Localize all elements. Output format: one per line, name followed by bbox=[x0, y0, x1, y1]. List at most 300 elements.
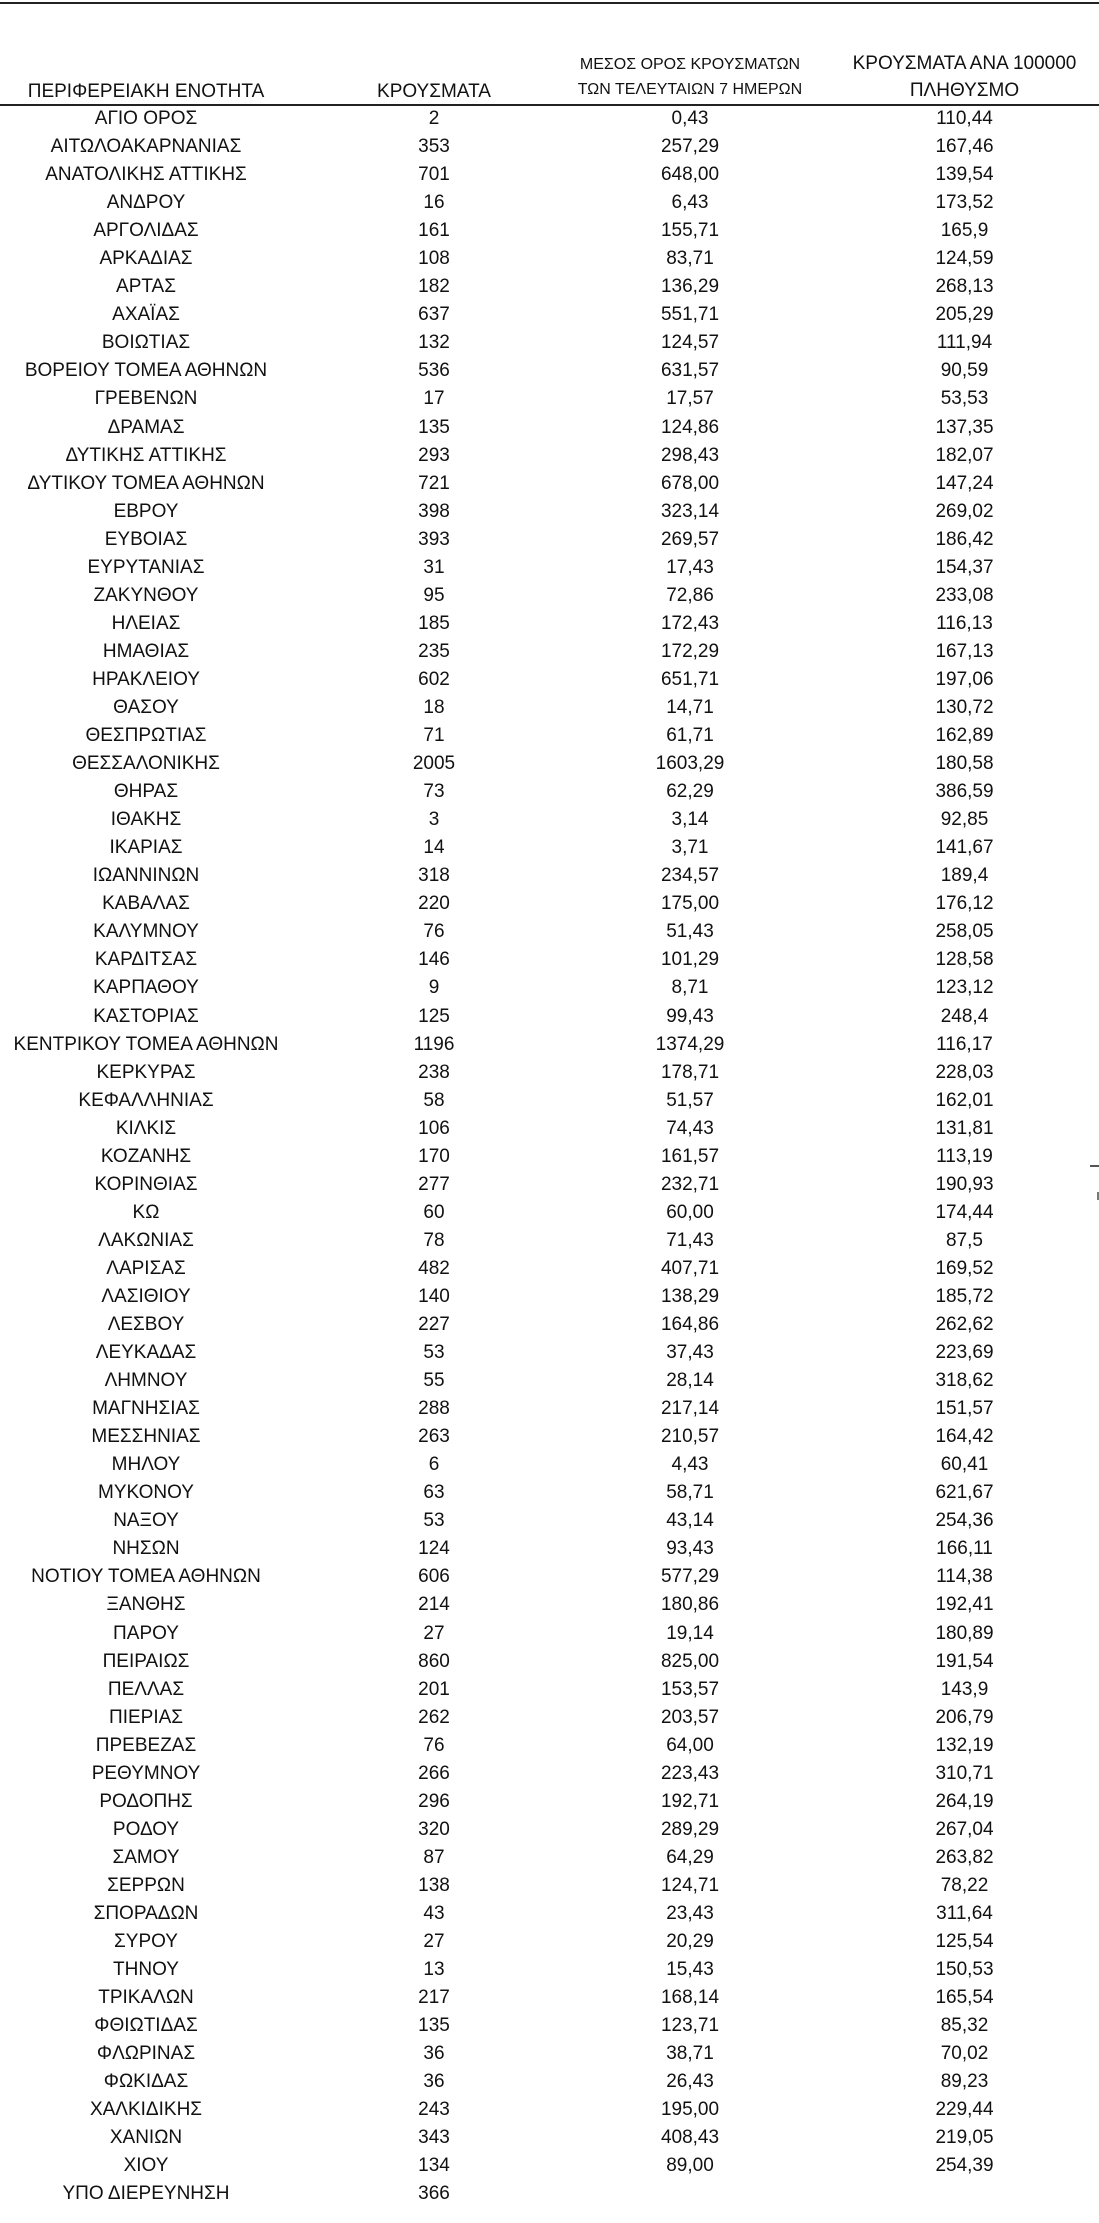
table-row bbox=[0, 217, 1099, 245]
avg-cell: 43,14 bbox=[666, 1510, 714, 1532]
region-cell: ΧΑΝΙΩΝ bbox=[109, 2127, 183, 2149]
region-cell: ΘΗΡΑΣ bbox=[113, 781, 179, 803]
per100k-cell: 128,58 bbox=[935, 949, 994, 971]
region-cell: ΕΥΡΥΤΑΝΙΑΣ bbox=[87, 556, 205, 578]
table-row bbox=[0, 273, 1099, 301]
per100k-cell: 310,71 bbox=[935, 1762, 994, 1784]
header-7day-average bbox=[555, 52, 825, 102]
cases-cell: 366 bbox=[418, 2183, 450, 2205]
table-row bbox=[0, 694, 1099, 722]
region-cell: ΚΙΛΚΙΣ bbox=[115, 1117, 177, 1139]
table-row bbox=[0, 1648, 1099, 1676]
region-cell: ΝΑΞΟΥ bbox=[113, 1510, 179, 1532]
per100k-cell: 110,44 bbox=[936, 108, 993, 129]
per100k-cell: 162,89 bbox=[935, 725, 994, 747]
table-row bbox=[0, 1704, 1099, 1732]
region-cell: ΥΠΟ ΔΙΕΡΕΥΝΗΣΗ bbox=[62, 2183, 230, 2205]
avg-cell: 17,57 bbox=[666, 388, 714, 410]
region-cell: ΝΟΤΙΟΥ ΤΟΜΕΑ ΑΘΗΝΩΝ bbox=[31, 1566, 261, 1588]
table-row bbox=[0, 666, 1099, 694]
avg-cell: 60,00 bbox=[666, 1201, 714, 1223]
cases-cell: 17 bbox=[423, 388, 445, 410]
table-row bbox=[0, 1031, 1099, 1059]
table-row bbox=[0, 778, 1099, 806]
cases-cell: 76 bbox=[423, 921, 445, 943]
region-cell: ΑΧΑΪΑΣ bbox=[112, 304, 180, 326]
avg-cell: 269,57 bbox=[660, 528, 720, 550]
cases-cell: 235 bbox=[418, 640, 450, 662]
region-cell: ΛΑΣΙΘΙΟΥ bbox=[101, 1285, 191, 1307]
avg-cell: 26,43 bbox=[666, 2071, 714, 2093]
header-region: ΠΕΡΙΦΕΡΕΙΑΚΗ ΕΝΟΤΗΤΑ bbox=[27, 81, 265, 102]
region-cell: ΦΩΚΙΔΑΣ bbox=[103, 2071, 189, 2093]
cases-cell: 124 bbox=[418, 1538, 450, 1560]
per100k-cell: 192,41 bbox=[935, 1594, 994, 1616]
per100k-cell: 137,35 bbox=[935, 416, 994, 438]
per100k-cell: 143,9 bbox=[940, 1678, 989, 1700]
table-row bbox=[0, 1171, 1099, 1199]
per100k-cell: 185,72 bbox=[935, 1285, 994, 1307]
per100k-cell: 233,08 bbox=[935, 584, 994, 606]
cases-cell: 6 bbox=[428, 1454, 440, 1476]
cases-cell: 36 bbox=[423, 2043, 445, 2065]
region-cell: ΚΑΡΠΑΘΟΥ bbox=[93, 977, 199, 999]
avg-cell: 51,43 bbox=[666, 921, 714, 943]
per100k-cell: 90,59 bbox=[940, 360, 989, 382]
per100k-cell: 318,62 bbox=[935, 1370, 994, 1392]
region-cell: ΛΑΚΩΝΙΑΣ bbox=[98, 1229, 194, 1251]
table-row bbox=[0, 442, 1099, 470]
per100k-cell: 267,04 bbox=[935, 1818, 994, 1840]
avg-cell: 17,43 bbox=[666, 556, 714, 578]
cases-cell: 9 bbox=[428, 977, 440, 999]
cases-cell: 71 bbox=[423, 725, 445, 747]
cases-cell: 16 bbox=[423, 192, 445, 214]
cases-cell: 138 bbox=[418, 1874, 450, 1896]
table-row bbox=[0, 1311, 1099, 1339]
table-row bbox=[0, 1479, 1099, 1507]
region-cell: ΝΗΣΩΝ bbox=[112, 1538, 180, 1560]
header-per-line2: ΠΛΗΘΥΣΜΟ bbox=[909, 80, 1020, 101]
table-row bbox=[0, 1059, 1099, 1087]
table-row bbox=[0, 1199, 1099, 1227]
avg-cell: 124,57 bbox=[660, 332, 720, 354]
avg-cell: 64,00 bbox=[666, 1734, 714, 1756]
table-row bbox=[0, 1928, 1099, 1956]
region-cell: ΚΑΡΔΙΤΣΑΣ bbox=[94, 949, 198, 971]
avg-cell: 61,71 bbox=[666, 725, 714, 747]
cases-cell: 320 bbox=[418, 1818, 450, 1840]
region-cell: ΡΟΔΟΥ bbox=[112, 1818, 180, 1840]
cases-cell: 353 bbox=[418, 136, 450, 158]
cases-cell: 31 bbox=[423, 556, 445, 578]
avg-cell: 631,57 bbox=[660, 360, 720, 382]
header-cases-per-100k bbox=[830, 50, 1099, 104]
avg-cell: 180,86 bbox=[660, 1594, 720, 1616]
region-cell: ΖΑΚΥΝΘΟΥ bbox=[93, 584, 199, 606]
table-row bbox=[0, 1283, 1099, 1311]
table-row bbox=[0, 1900, 1099, 1928]
header-cases: ΚΡΟΥΣΜΑΤΑ bbox=[377, 81, 491, 102]
table-row bbox=[0, 2040, 1099, 2068]
per100k-cell: 116,13 bbox=[936, 612, 993, 634]
table-row bbox=[0, 582, 1099, 610]
avg-cell: 172,43 bbox=[660, 612, 720, 634]
per100k-cell: 248,4 bbox=[940, 1005, 989, 1027]
cases-cell: 2 bbox=[428, 108, 440, 129]
cases-cell: 398 bbox=[418, 500, 450, 522]
region-cell: ΙΘΑΚΗΣ bbox=[110, 809, 182, 831]
per100k-cell: 206,79 bbox=[935, 1706, 994, 1728]
region-cell: ΑΡΓΟΛΙΔΑΣ bbox=[93, 220, 199, 242]
per100k-cell: 116,17 bbox=[936, 1033, 993, 1055]
per100k-cell: 141,67 bbox=[935, 837, 994, 859]
per100k-cell: 219,05 bbox=[935, 2127, 994, 2149]
avg-cell: 89,00 bbox=[666, 2155, 714, 2177]
table-row bbox=[0, 189, 1099, 217]
table-row bbox=[0, 1395, 1099, 1423]
avg-cell: 19,14 bbox=[666, 1622, 714, 1644]
avg-cell: 20,29 bbox=[666, 1931, 714, 1953]
table-row bbox=[0, 1367, 1099, 1395]
avg-cell: 0,43 bbox=[671, 108, 709, 129]
cases-cell: 58 bbox=[423, 1089, 445, 1111]
cases-cell: 55 bbox=[423, 1370, 445, 1392]
table-body bbox=[0, 105, 1099, 2209]
table-row bbox=[0, 1956, 1099, 1984]
region-cell: ΚΩ bbox=[132, 1201, 160, 1223]
cases-cell: 53 bbox=[423, 1510, 445, 1532]
region-cell: ΚΕΦΑΛΛΗΝΙΑΣ bbox=[78, 1089, 214, 1111]
cases-cell: 201 bbox=[418, 1678, 450, 1700]
table-row bbox=[0, 2180, 1099, 2208]
cases-cell: 60 bbox=[423, 1201, 445, 1223]
header-per-line1: ΚΡΟΥΣΜΑΤΑ ΑΝΑ 100000 bbox=[852, 53, 1077, 74]
avg-cell: 15,43 bbox=[666, 1959, 714, 1981]
table-row bbox=[0, 133, 1099, 161]
avg-cell: 153,57 bbox=[660, 1678, 720, 1700]
cases-cell: 860 bbox=[418, 1650, 450, 1672]
table-row bbox=[0, 1620, 1099, 1648]
table-row bbox=[0, 1423, 1099, 1451]
region-cell: ΜΗΛΟΥ bbox=[111, 1454, 181, 1476]
per100k-cell: 53,53 bbox=[940, 388, 989, 410]
per100k-cell: 262,62 bbox=[935, 1314, 994, 1336]
cases-cell: 13 bbox=[423, 1959, 445, 1981]
table-row bbox=[0, 1143, 1099, 1171]
region-cell: ΑΙΤΩΛΟΑΚΑΡΝΑΝΙΑΣ bbox=[50, 136, 242, 158]
cases-cell: 63 bbox=[423, 1482, 445, 1504]
per100k-cell: 130,72 bbox=[935, 696, 994, 718]
cases-cell: 135 bbox=[418, 416, 450, 438]
per100k-cell: 169,52 bbox=[935, 1257, 994, 1279]
per100k-cell: 124,59 bbox=[935, 248, 994, 270]
table-row bbox=[0, 2068, 1099, 2096]
header-avg-line2: ΤΩΝ ΤΕΛΕΥΤΑΙΩΝ 7 ΗΜΕΡΩΝ bbox=[577, 81, 803, 98]
region-cell: ΞΑΝΘΗΣ bbox=[106, 1594, 186, 1616]
table-row bbox=[0, 750, 1099, 778]
region-cell: ΛΕΥΚΑΔΑΣ bbox=[95, 1342, 197, 1364]
cases-cell: 1196 bbox=[413, 1033, 455, 1055]
region-cell: ΦΘΙΩΤΙΔΑΣ bbox=[94, 2015, 198, 2037]
cases-cell: 146 bbox=[418, 949, 450, 971]
per100k-cell: 167,13 bbox=[935, 640, 994, 662]
table-row bbox=[0, 1227, 1099, 1255]
per100k-cell: 180,89 bbox=[935, 1622, 994, 1644]
per100k-cell: 70,02 bbox=[940, 2043, 989, 2065]
per100k-cell: 114,38 bbox=[936, 1566, 993, 1588]
region-cell: ΓΡΕΒΕΝΩΝ bbox=[94, 388, 198, 410]
region-cell: ΚΟΖΑΝΗΣ bbox=[100, 1145, 192, 1167]
cases-cell: 36 bbox=[423, 2071, 445, 2093]
region-cell: ΗΡΑΚΛΕΙΟΥ bbox=[92, 668, 200, 690]
avg-cell: 23,43 bbox=[666, 1903, 714, 1924]
avg-cell: 172,29 bbox=[660, 640, 720, 662]
per100k-cell: 228,03 bbox=[935, 1061, 994, 1083]
region-cell: ΠΑΡΟΥ bbox=[113, 1622, 179, 1644]
per100k-cell: 147,24 bbox=[935, 472, 994, 494]
table-row bbox=[0, 1676, 1099, 1704]
cases-cell: 263 bbox=[418, 1426, 450, 1448]
avg-cell: 232,71 bbox=[660, 1173, 720, 1195]
avg-cell: 651,71 bbox=[660, 668, 720, 690]
region-cell: ΠΕΛΛΑΣ bbox=[107, 1678, 185, 1700]
avg-cell: 161,57 bbox=[660, 1145, 720, 1167]
per100k-cell: 85,32 bbox=[940, 2015, 989, 2037]
region-cell: ΚΑΣΤΟΡΙΑΣ bbox=[93, 1005, 199, 1027]
region-cell: ΚΑΛΥΜΝΟΥ bbox=[93, 921, 199, 943]
region-cell: ΧΑΛΚΙΔΙΚΗΣ bbox=[89, 2099, 203, 2121]
cases-cell: 243 bbox=[418, 2099, 450, 2121]
avg-cell: 124,71 bbox=[660, 1874, 720, 1896]
per100k-cell: 131,81 bbox=[935, 1117, 994, 1139]
avg-cell: 1374,29 bbox=[655, 1033, 725, 1055]
table-row bbox=[0, 1760, 1099, 1788]
region-cell: ΣΥΡΟΥ bbox=[114, 1931, 178, 1953]
avg-cell: 178,71 bbox=[660, 1061, 720, 1083]
region-cell: ΚΑΒΑΛΑΣ bbox=[102, 893, 190, 915]
table-row bbox=[0, 105, 1099, 133]
per100k-cell: 186,42 bbox=[935, 528, 994, 550]
per100k-cell: 311,64 bbox=[936, 1903, 993, 1924]
cases-cell: 293 bbox=[418, 444, 450, 466]
table-row bbox=[0, 1451, 1099, 1479]
header-avg-line1: ΜΕΣΟΣ ΟΡΟΣ ΚΡΟΥΣΜΑΤΩΝ bbox=[579, 56, 801, 73]
region-cell: ΑΡΤΑΣ bbox=[116, 276, 176, 298]
per100k-cell: 164,42 bbox=[935, 1426, 994, 1448]
table-row bbox=[0, 862, 1099, 890]
cases-cell: 135 bbox=[418, 2015, 450, 2037]
avg-cell: 136,29 bbox=[660, 276, 720, 298]
region-cell: ΔΡΑΜΑΣ bbox=[107, 416, 185, 438]
region-cell: ΛΕΣΒΟΥ bbox=[107, 1314, 185, 1336]
avg-cell: 257,29 bbox=[660, 136, 720, 158]
per100k-cell: 269,02 bbox=[935, 500, 994, 522]
region-cell: ΣΕΡΡΩΝ bbox=[107, 1874, 185, 1896]
region-cell: ΜΥΚΟΝΟΥ bbox=[98, 1482, 194, 1504]
table-row bbox=[0, 1816, 1099, 1844]
per100k-cell: 139,54 bbox=[935, 164, 994, 186]
region-cell: ΔΥΤΙΚΟΥ ΤΟΜΕΑ ΑΘΗΝΩΝ bbox=[27, 472, 265, 494]
cases-cell: 220 bbox=[418, 893, 450, 915]
region-cell: ΦΛΩΡΙΝΑΣ bbox=[96, 2043, 196, 2065]
per100k-cell: 205,29 bbox=[935, 304, 994, 326]
per100k-cell: 132,19 bbox=[935, 1734, 994, 1756]
per100k-cell: 190,93 bbox=[935, 1173, 994, 1195]
region-cell: ΑΡΚΑΔΙΑΣ bbox=[99, 248, 193, 270]
avg-cell: 14,71 bbox=[666, 696, 714, 718]
cases-cell: 125 bbox=[418, 1005, 450, 1027]
avg-cell: 8,71 bbox=[671, 977, 709, 999]
avg-cell: 175,00 bbox=[660, 893, 720, 915]
cases-cell: 393 bbox=[418, 528, 450, 550]
per100k-cell: 165,9 bbox=[940, 220, 989, 242]
table-row bbox=[0, 470, 1099, 498]
per100k-cell: 268,13 bbox=[935, 276, 994, 298]
cases-cell: 536 bbox=[418, 360, 450, 382]
table-row bbox=[0, 1115, 1099, 1143]
cases-cell: 266 bbox=[418, 1762, 450, 1784]
per100k-cell: 165,54 bbox=[935, 1987, 994, 2009]
per100k-cell: 254,36 bbox=[935, 1510, 994, 1532]
avg-cell: 192,71 bbox=[660, 1790, 720, 1812]
region-cell: ΙΩΑΝΝΙΝΩΝ bbox=[92, 865, 200, 887]
cases-cell: 53 bbox=[423, 1342, 445, 1364]
table-row bbox=[0, 554, 1099, 582]
table-row bbox=[0, 722, 1099, 750]
region-cell: ΗΜΑΘΙΑΣ bbox=[102, 640, 190, 662]
per100k-cell: 229,44 bbox=[935, 2099, 994, 2121]
table-row bbox=[0, 974, 1099, 1002]
per100k-cell: 173,52 bbox=[935, 192, 994, 214]
region-cell: ΙΚΑΡΙΑΣ bbox=[109, 837, 183, 859]
avg-cell: 51,57 bbox=[666, 1089, 714, 1111]
table-row bbox=[0, 2152, 1099, 2180]
region-cell: ΛΑΡΙΣΑΣ bbox=[106, 1257, 186, 1279]
table-row bbox=[0, 385, 1099, 413]
region-cell: ΜΕΣΣΗΝΙΑΣ bbox=[91, 1426, 201, 1448]
cases-cell: 602 bbox=[418, 668, 450, 690]
cases-cell: 214 bbox=[418, 1594, 450, 1616]
avg-cell: 99,43 bbox=[666, 1005, 714, 1027]
per100k-cell: 162,01 bbox=[935, 1089, 994, 1111]
avg-cell: 408,43 bbox=[660, 2127, 720, 2149]
table-row bbox=[0, 2096, 1099, 2124]
cases-cell: 108 bbox=[418, 248, 450, 270]
region-cell: ΠΙΕΡΙΑΣ bbox=[108, 1706, 184, 1728]
avg-cell: 62,29 bbox=[666, 781, 714, 803]
cases-cell: 701 bbox=[418, 164, 450, 186]
table-row bbox=[0, 1507, 1099, 1535]
avg-cell: 217,14 bbox=[660, 1398, 720, 1420]
table-row bbox=[0, 1984, 1099, 2012]
avg-cell: 210,57 bbox=[660, 1426, 720, 1448]
cases-cell: 318 bbox=[418, 865, 450, 887]
table-row bbox=[0, 526, 1099, 554]
avg-cell: 83,71 bbox=[666, 248, 714, 270]
per100k-cell: 182,07 bbox=[935, 444, 994, 466]
cases-cell: 132 bbox=[418, 332, 450, 354]
avg-cell: 289,29 bbox=[660, 1818, 720, 1840]
top-border bbox=[0, 2, 1099, 4]
cases-cell: 606 bbox=[418, 1566, 450, 1588]
per100k-cell: 92,85 bbox=[940, 809, 989, 831]
per100k-cell: 60,41 bbox=[940, 1454, 989, 1476]
per100k-cell: 191,54 bbox=[935, 1650, 994, 1672]
per100k-cell: 197,06 bbox=[935, 668, 994, 690]
cases-cell: 78 bbox=[423, 1229, 445, 1251]
cases-cell: 637 bbox=[418, 304, 450, 326]
cases-cell: 76 bbox=[423, 1734, 445, 1756]
region-cell: ΤΗΝΟΥ bbox=[113, 1959, 179, 1981]
cases-cell: 27 bbox=[423, 1931, 445, 1953]
avg-cell: 37,43 bbox=[666, 1342, 714, 1364]
cases-cell: 87 bbox=[423, 1846, 445, 1868]
region-cell: ΑΝΔΡΟΥ bbox=[106, 192, 186, 214]
table-row bbox=[0, 1087, 1099, 1115]
region-cell: ΚΕΡΚΥΡΑΣ bbox=[96, 1061, 196, 1083]
per100k-cell: 258,05 bbox=[935, 921, 994, 943]
cases-cell: 182 bbox=[418, 276, 450, 298]
region-cell: ΣΑΜΟΥ bbox=[112, 1846, 180, 1868]
per100k-cell: 166,11 bbox=[936, 1538, 993, 1560]
table-row bbox=[0, 1732, 1099, 1760]
region-cell: ΡΕΘΥΜΝΟΥ bbox=[91, 1762, 201, 1784]
avg-cell: 72,86 bbox=[666, 584, 714, 606]
per100k-cell: 150,53 bbox=[935, 1959, 994, 1981]
region-cell: ΠΕΙΡΑΙΩΣ bbox=[102, 1650, 190, 1672]
per100k-cell: 621,67 bbox=[935, 1482, 994, 1504]
per100k-cell: 123,12 bbox=[935, 977, 994, 999]
table-row bbox=[0, 638, 1099, 666]
per100k-cell: 151,57 bbox=[935, 1398, 994, 1420]
avg-cell: 3,14 bbox=[671, 809, 709, 831]
region-cell: ΕΒΡΟΥ bbox=[113, 500, 179, 522]
region-cell: ΤΡΙΚΑΛΩΝ bbox=[98, 1987, 194, 2009]
per100k-cell: 154,37 bbox=[935, 556, 994, 578]
region-cell: ΡΟΔΟΠΗΣ bbox=[99, 1790, 193, 1812]
table-row bbox=[0, 806, 1099, 834]
region-cell: ΗΛΕΙΑΣ bbox=[111, 612, 181, 634]
region-cell: ΑΝΑΤΟΛΙΚΗΣ ΑΤΤΙΚΗΣ bbox=[45, 164, 247, 186]
region-cell: ΧΙΟΥ bbox=[123, 2155, 169, 2177]
avg-cell: 4,43 bbox=[671, 1454, 709, 1476]
cases-cell: 217 bbox=[418, 1987, 450, 2009]
per100k-cell: 111,94 bbox=[936, 332, 993, 354]
per100k-cell: 113,19 bbox=[936, 1145, 993, 1167]
region-cell: ΘΕΣΣΑΛΟΝΙΚΗΣ bbox=[72, 753, 220, 775]
avg-cell: 93,43 bbox=[666, 1538, 714, 1560]
avg-cell: 1603,29 bbox=[655, 753, 725, 775]
table-row bbox=[0, 834, 1099, 862]
per100k-cell: 264,19 bbox=[935, 1790, 994, 1812]
avg-cell: 155,71 bbox=[660, 220, 720, 242]
table-row bbox=[0, 1844, 1099, 1872]
avg-cell: 648,00 bbox=[660, 164, 720, 186]
table-row bbox=[0, 1003, 1099, 1031]
cases-cell: 161 bbox=[418, 220, 450, 242]
region-cell: ΕΥΒΟΙΑΣ bbox=[104, 528, 188, 550]
cases-cell: 3 bbox=[428, 809, 440, 831]
avg-cell: 71,43 bbox=[666, 1229, 714, 1251]
avg-cell: 234,57 bbox=[660, 865, 720, 887]
table-row bbox=[0, 946, 1099, 974]
cases-cell: 95 bbox=[423, 584, 445, 606]
cases-cell: 18 bbox=[423, 696, 445, 718]
region-cell: ΜΑΓΝΗΣΙΑΣ bbox=[92, 1398, 200, 1420]
cases-cell: 343 bbox=[418, 2127, 450, 2149]
region-cell: ΔΥΤΙΚΗΣ ΑΤΤΙΚΗΣ bbox=[65, 444, 227, 466]
